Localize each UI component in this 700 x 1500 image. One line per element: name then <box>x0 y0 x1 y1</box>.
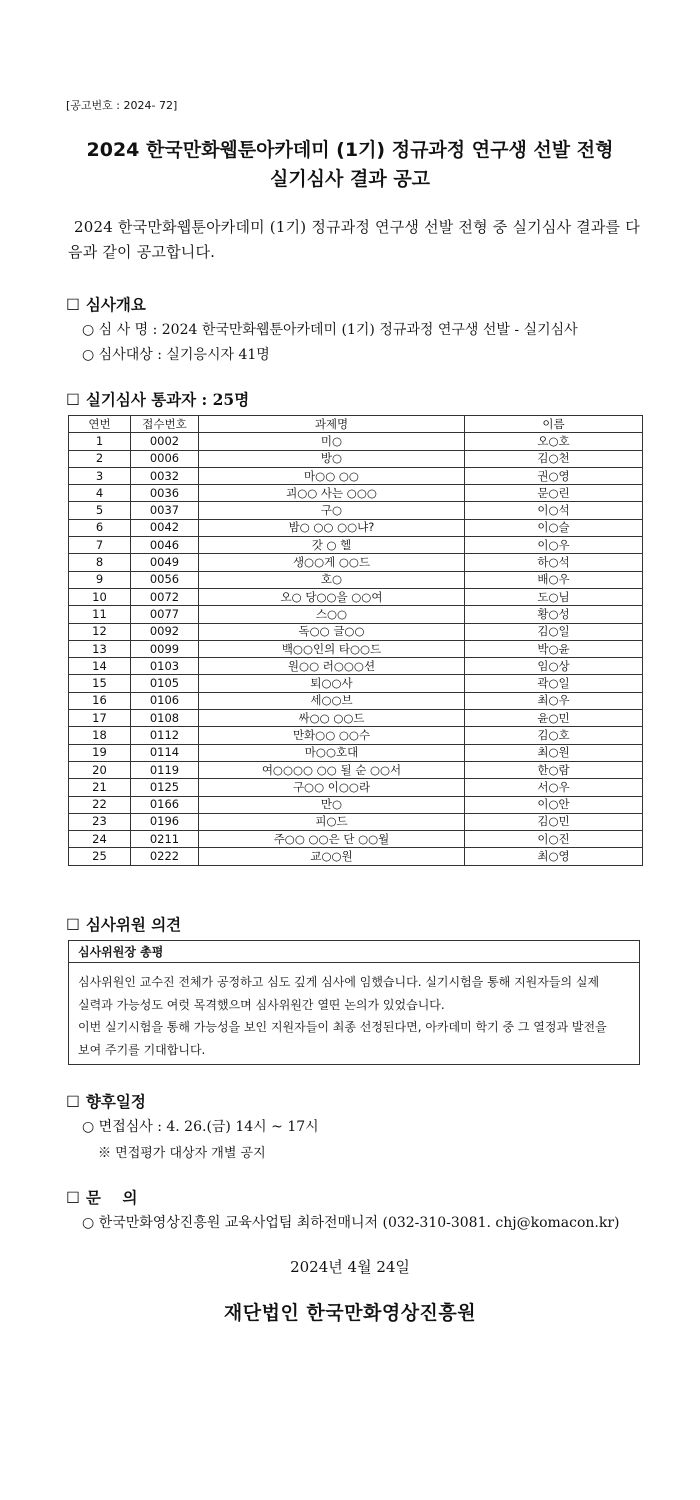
table-row <box>69 675 643 692</box>
table-row <box>69 848 643 865</box>
overview-item-exam-name: ○ 심 사 명 : 2024 한국만화웹툰아카데미 (1기) 정규과정 연구생 선발 - 실기심사 <box>82 322 578 338</box>
cell-no: 25 <box>69 848 131 865</box>
checkbox-square-icon: ☐ <box>66 296 80 314</box>
cell-receipt: 0119 <box>131 761 199 778</box>
cell-receipt: 0006 <box>131 450 199 467</box>
cell-name: 곽○일 <box>465 675 643 692</box>
cell-name: 이○석 <box>465 502 643 519</box>
cell-no: 23 <box>69 813 131 830</box>
cell-title: 주○○ ○○은 단 ○○월 <box>199 831 465 848</box>
cell-no: 20 <box>69 761 131 778</box>
cell-title: 만화○○ ○○수 <box>199 727 465 744</box>
table-row <box>69 450 643 467</box>
cell-no: 17 <box>69 710 131 727</box>
cell-title: 호○ <box>199 571 465 588</box>
section-contact-title: 문 의 <box>85 1188 138 1207</box>
cell-no: 14 <box>69 658 131 675</box>
table-row <box>69 779 643 796</box>
cell-receipt: 0092 <box>131 623 199 640</box>
cell-receipt: 0056 <box>131 571 199 588</box>
overview-item-target: ○ 심사대상 : 실기응시자 41명 <box>82 347 270 363</box>
table-row <box>69 571 643 588</box>
cell-receipt: 0125 <box>131 779 199 796</box>
cell-no: 5 <box>69 502 131 519</box>
review-line: 이번 실기시험을 통해 가능성을 보인 지원자들이 최종 선정된다면, 아카데미 학기 중 그 열정과 발전을 <box>78 1020 607 1034</box>
table-row <box>69 485 643 502</box>
review-box <box>68 940 640 1065</box>
review-line: 심사위원인 교수진 전체가 공정하고 심도 깊게 심사에 임했습니다. 실기시험을 통해 지원자들의 실제 <box>78 975 600 989</box>
cell-no: 18 <box>69 727 131 744</box>
cell-no: 10 <box>69 588 131 605</box>
cell-name: 박○윤 <box>465 640 643 657</box>
review-box-body <box>69 963 639 1061</box>
notice-number: [공고번호 : 2024- 72] <box>66 99 178 112</box>
cell-title: 구○ <box>199 502 465 519</box>
section-passers-heading <box>66 388 249 410</box>
cell-no: 6 <box>69 519 131 536</box>
cell-receipt: 0037 <box>131 502 199 519</box>
cell-name: 한○람 <box>465 761 643 778</box>
cell-no: 13 <box>69 640 131 657</box>
title-line-2: 실기심사 결과 공고 <box>269 168 431 190</box>
table-row <box>69 831 643 848</box>
cell-no: 19 <box>69 744 131 761</box>
checkbox-square-icon: ☐ <box>66 916 80 934</box>
cell-title: 교○○원 <box>199 848 465 865</box>
section-overview-heading <box>66 293 146 315</box>
cell-receipt: 0196 <box>131 813 199 830</box>
cell-name: 임○상 <box>465 658 643 675</box>
cell-name: 김○천 <box>465 450 643 467</box>
cell-no: 3 <box>69 467 131 484</box>
cell-title: 밤○ ○○ ○○냐? <box>199 519 465 536</box>
cell-receipt: 0105 <box>131 675 199 692</box>
table-row <box>69 796 643 813</box>
review-line: 보여 주기를 기대합니다. <box>78 1042 206 1057</box>
cell-title: 원○○ 러○○○션 <box>199 658 465 675</box>
review-line: 실력과 가능성도 여럿 목격했으며 심사위원간 열띤 논의가 있었습니다. <box>78 997 445 1012</box>
result-table <box>68 415 643 866</box>
cell-title: 생○○게 ○○드 <box>199 554 465 571</box>
table-row <box>69 554 643 571</box>
cell-receipt: 0049 <box>131 554 199 571</box>
cell-name: 하○석 <box>465 554 643 571</box>
title-line-1: 2024 한국만화웹툰아카데미 (1기) 정규과정 연구생 선발 전형 <box>86 139 614 161</box>
cell-name: 황○성 <box>465 606 643 623</box>
cell-receipt: 0036 <box>131 485 199 502</box>
cell-receipt: 0222 <box>131 848 199 865</box>
review-box-heading: 심사위원장 총평 <box>69 941 639 963</box>
cell-receipt: 0046 <box>131 537 199 554</box>
header-receipt: 접수번호 <box>131 416 199 433</box>
cell-title: 괴○○ 사는 ○○○ <box>199 485 465 502</box>
cell-receipt: 0099 <box>131 640 199 657</box>
contact-item: ○ 한국만화영상진흥원 교육사업팀 최하전매니저 (032-310-3081. chj@komacon.kr) <box>82 1215 620 1231</box>
header-no: 연번 <box>69 416 131 433</box>
cell-title: 마○○호대 <box>199 744 465 761</box>
cell-name: 최○우 <box>465 692 643 709</box>
table-row <box>69 537 643 554</box>
table-row <box>69 433 643 450</box>
cell-name: 이○안 <box>465 796 643 813</box>
cell-title: 미○ <box>199 433 465 450</box>
cell-no: 4 <box>69 485 131 502</box>
table-body <box>69 433 643 865</box>
cell-receipt: 0103 <box>131 658 199 675</box>
table-row <box>69 467 643 484</box>
cell-name: 김○호 <box>465 727 643 744</box>
cell-name: 오○호 <box>465 433 643 450</box>
intro-paragraph: 2024 한국만화웹툰아카데미 (1기) 정규과정 연구생 선발 전형 중 실기심사 결과를 다음과 같이 공고합니다. <box>68 218 640 261</box>
cell-name: 이○슬 <box>465 519 643 536</box>
cell-no: 24 <box>69 831 131 848</box>
cell-name: 최○원 <box>465 744 643 761</box>
cell-receipt: 0002 <box>131 433 199 450</box>
schedule-item-interview: ○ 면접심사 : 4. 26.(금) 14시 ~ 17시 <box>82 1119 319 1135</box>
cell-title: 스○○ <box>199 606 465 623</box>
cell-receipt: 0106 <box>131 692 199 709</box>
cell-no: 9 <box>69 571 131 588</box>
cell-no: 22 <box>69 796 131 813</box>
table-header-row <box>69 416 643 433</box>
section-contact-heading <box>66 1186 137 1208</box>
cell-receipt: 0072 <box>131 588 199 605</box>
cell-no: 7 <box>69 537 131 554</box>
cell-title: 마○○ ○○ <box>199 467 465 484</box>
table-row <box>69 813 643 830</box>
organization-name: 재단법인 한국만화영상진흥원 <box>223 1302 477 1324</box>
cell-receipt: 0114 <box>131 744 199 761</box>
section-schedule-title: 향후일정 <box>85 1092 146 1111</box>
section-opinion-heading <box>66 913 181 935</box>
table-row <box>69 502 643 519</box>
table-row <box>69 519 643 536</box>
cell-name: 도○님 <box>465 588 643 605</box>
cell-title: 구○○ 이○○라 <box>199 779 465 796</box>
cell-title: 오○ 당○○을 ○○여 <box>199 588 465 605</box>
table-row <box>69 761 643 778</box>
cell-title: 백○○인의 타○○드 <box>199 640 465 657</box>
section-opinion-title: 심사위원 의견 <box>85 915 182 934</box>
cell-receipt: 0112 <box>131 727 199 744</box>
table-row <box>69 692 643 709</box>
cell-no: 1 <box>69 433 131 450</box>
cell-receipt: 0032 <box>131 467 199 484</box>
checkbox-square-icon: ☐ <box>66 1093 80 1111</box>
cell-title: 여○○○○ ○○ 될 순 ○○서 <box>199 761 465 778</box>
cell-name: 이○우 <box>465 537 643 554</box>
cell-no: 16 <box>69 692 131 709</box>
cell-no: 15 <box>69 675 131 692</box>
table-row <box>69 658 643 675</box>
table-row <box>69 640 643 657</box>
header-title: 과제명 <box>199 416 465 433</box>
cell-title: 만○ <box>199 796 465 813</box>
cell-name: 최○영 <box>465 848 643 865</box>
section-overview-title: 심사개요 <box>85 295 146 314</box>
cell-name: 이○진 <box>465 831 643 848</box>
cell-receipt: 0108 <box>131 710 199 727</box>
cell-name: 서○우 <box>465 779 643 796</box>
cell-title: 갓 ○ 헬 <box>199 537 465 554</box>
section-passers-title: 실기심사 통과자 : 25명 <box>85 390 250 409</box>
cell-name: 권○영 <box>465 467 643 484</box>
checkbox-square-icon: ☐ <box>66 391 80 409</box>
checkbox-square-icon: ☐ <box>66 1189 80 1207</box>
cell-no: 12 <box>69 623 131 640</box>
cell-receipt: 0042 <box>131 519 199 536</box>
cell-name: 윤○민 <box>465 710 643 727</box>
cell-title: 퇴○○사 <box>199 675 465 692</box>
cell-no: 21 <box>69 779 131 796</box>
cell-title: 독○○ 글○○ <box>199 623 465 640</box>
table-row <box>69 623 643 640</box>
cell-name: 김○일 <box>465 623 643 640</box>
cell-title: 방○ <box>199 450 465 467</box>
cell-title: 피○드 <box>199 813 465 830</box>
page-title <box>0 136 700 194</box>
cell-no: 11 <box>69 606 131 623</box>
schedule-note: ※ 면접평가 대상자 개별 공지 <box>98 1146 266 1161</box>
cell-name: 김○민 <box>465 813 643 830</box>
table-row <box>69 710 643 727</box>
cell-no: 8 <box>69 554 131 571</box>
table-row <box>69 744 643 761</box>
table-row <box>69 727 643 744</box>
cell-name: 문○린 <box>465 485 643 502</box>
header-name: 이름 <box>465 416 643 433</box>
cell-receipt: 0077 <box>131 606 199 623</box>
cell-title: 세○○브 <box>199 692 465 709</box>
cell-receipt: 0166 <box>131 796 199 813</box>
cell-receipt: 0211 <box>131 831 199 848</box>
section-schedule-heading <box>66 1090 146 1112</box>
cell-name: 배○우 <box>465 571 643 588</box>
cell-no: 2 <box>69 450 131 467</box>
cell-title: 싸○○ ○○드 <box>199 710 465 727</box>
issue-date: 2024년 4월 24일 <box>290 1258 410 1276</box>
table-row <box>69 606 643 623</box>
table-row <box>69 588 643 605</box>
